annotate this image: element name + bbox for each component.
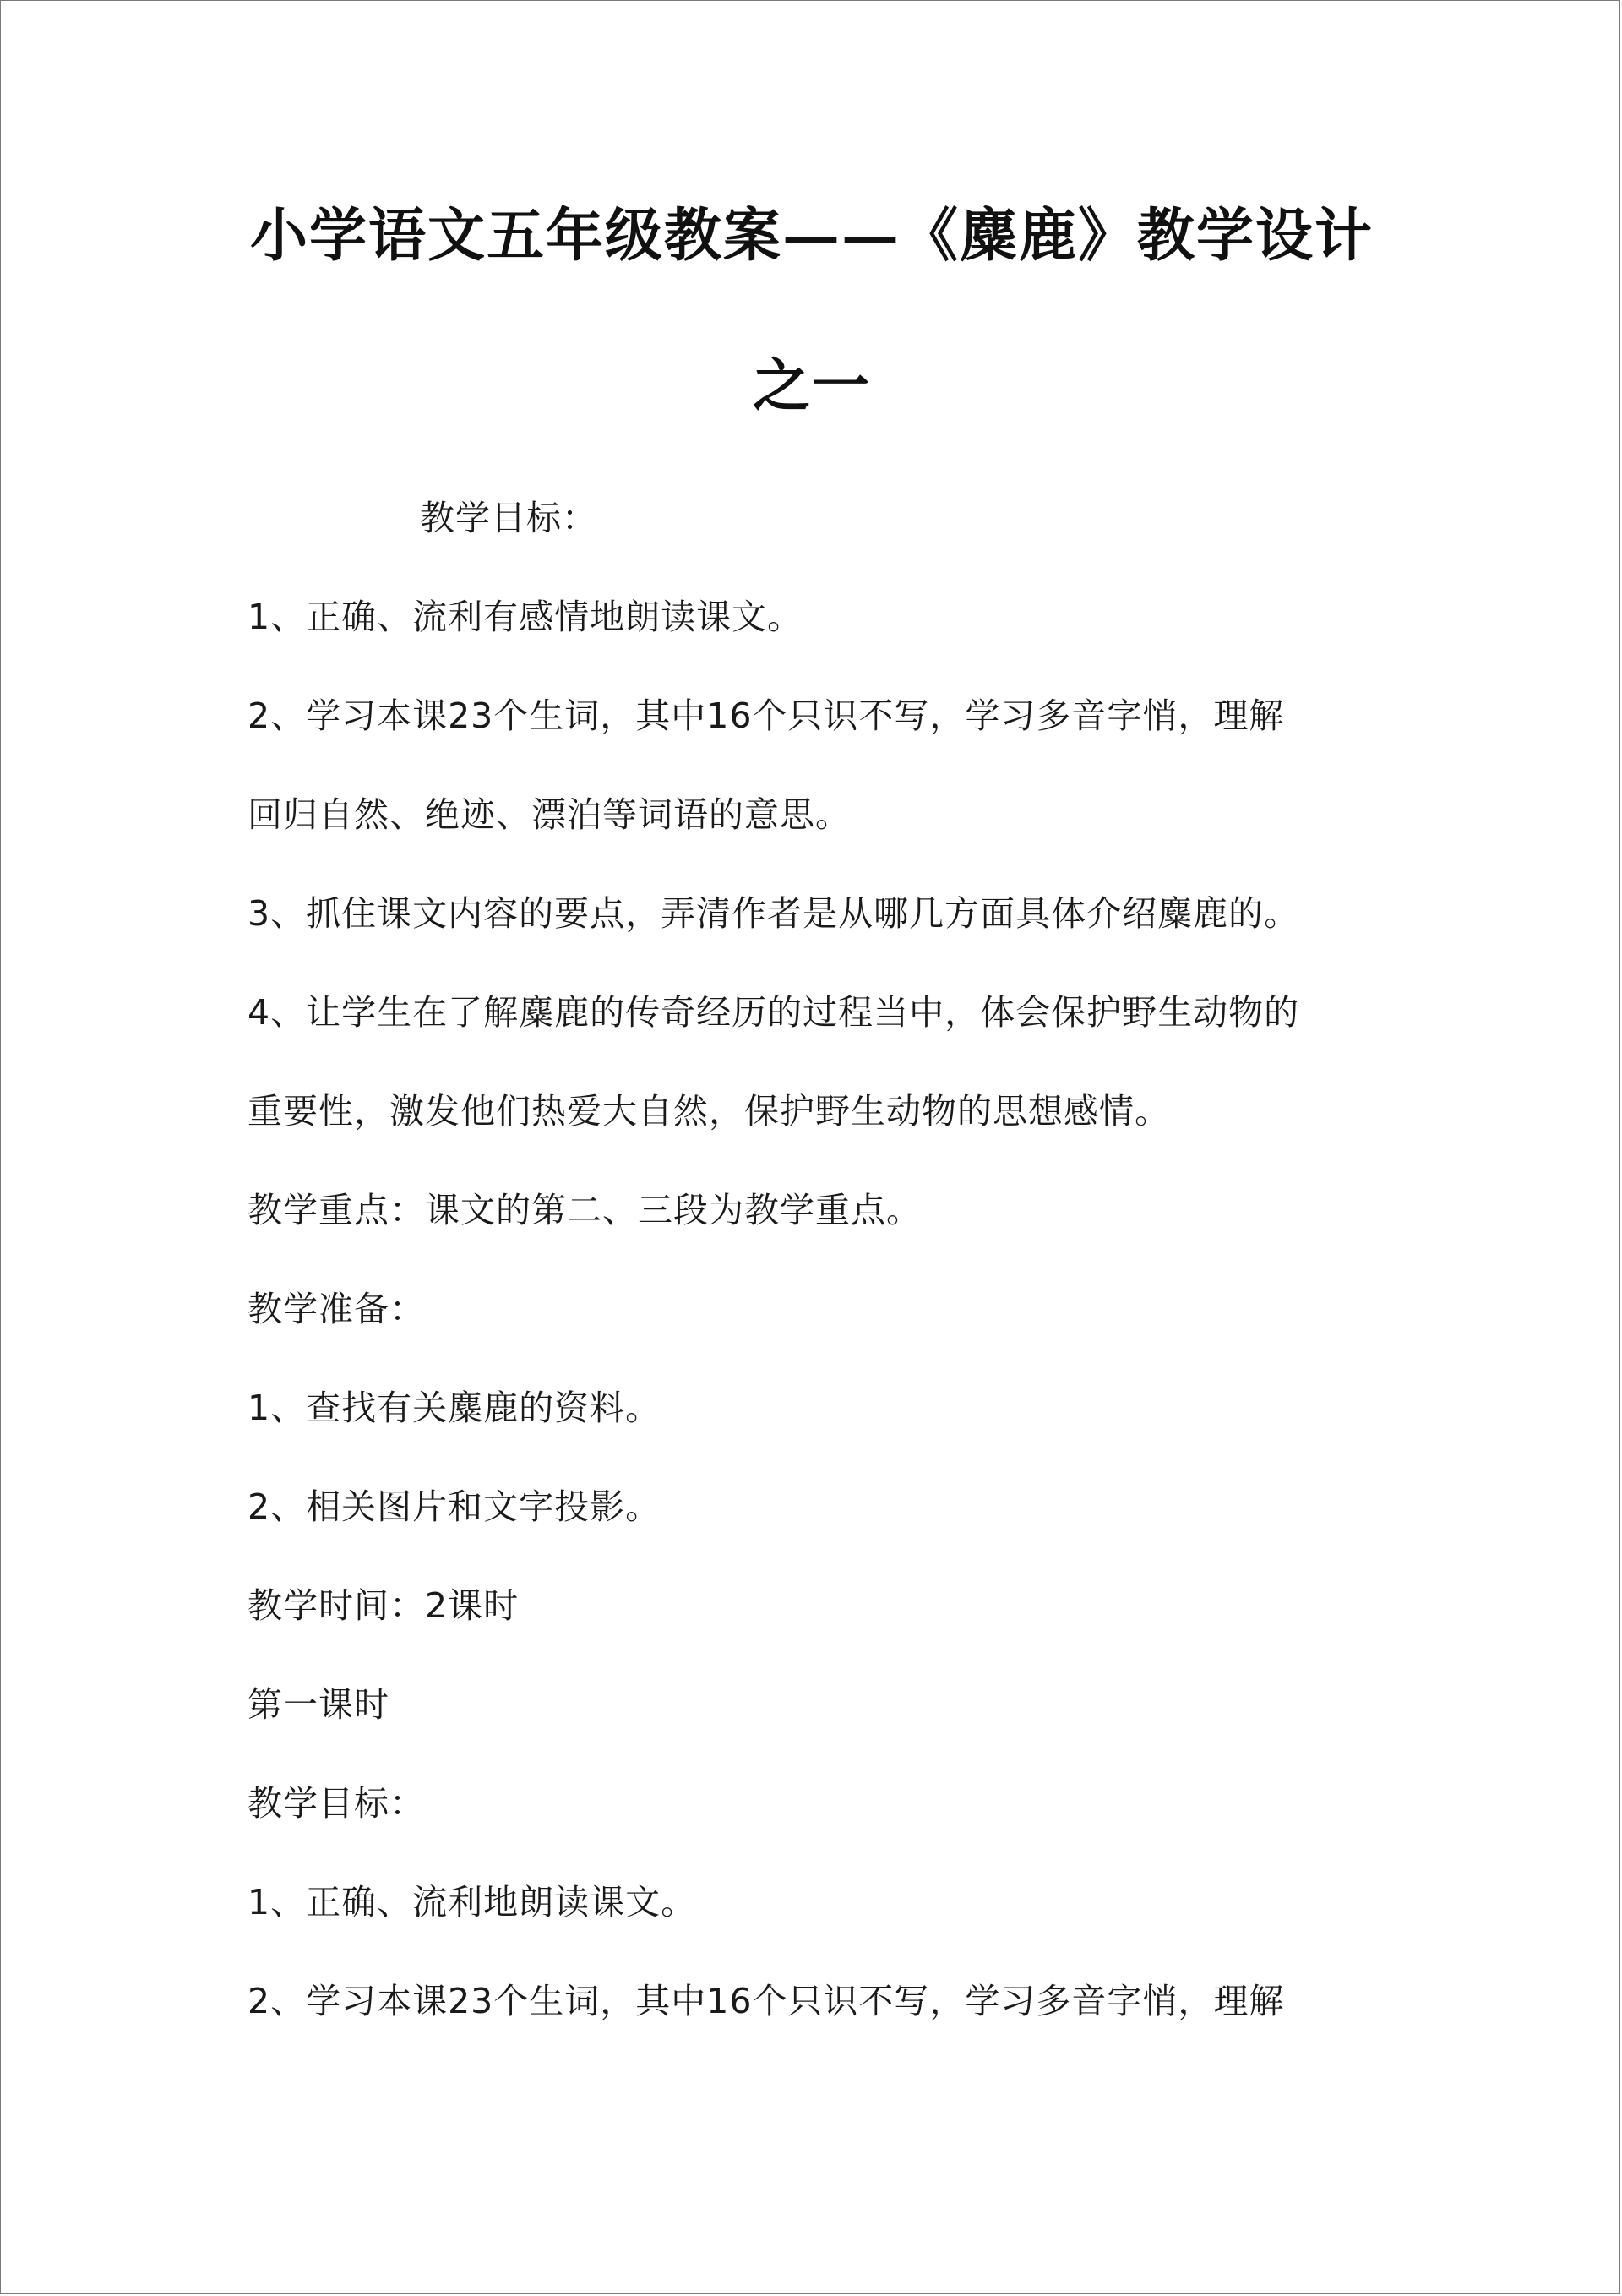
section-heading-objectives: 教学目标： <box>420 498 597 538</box>
text-line: 2、学习本课23个生词，其中16个只识不写，学习多音字悄，理解 <box>248 1981 1285 2021</box>
text-line: 回归自然、绝迹、漂泊等词语的意思。 <box>248 794 851 835</box>
section-heading-objectives: 教学目标： <box>248 1783 425 1824</box>
text-line: 2、学习本课23个生词，其中16个只识不写，学习多音字悄，理解 <box>248 695 1285 736</box>
text-line: 1、查找有关麋鹿的资料。 <box>248 1388 661 1428</box>
section-heading-preparation: 教学准备： <box>248 1289 425 1329</box>
text-line: 重要性，激发他们热爱大自然，保护野生动物的思想感情。 <box>248 1091 1170 1132</box>
text-line: 2、相关图片和文字投影。 <box>248 1486 661 1527</box>
text-line: 1、正确、流利地朗读课文。 <box>248 1882 697 1922</box>
section-heading-key-points: 教学重点：课文的第二、三段为教学重点。 <box>248 1190 922 1230</box>
document-title-continuation: 之一 <box>752 352 871 420</box>
text-line: 1、正确、流利有感情地朗读课文。 <box>248 597 803 637</box>
text-line: 4、让学生在了解麋鹿的传奇经历的过程当中，体会保护野生动物的 <box>248 992 1300 1033</box>
text-line: 3、抓住课文内容的要点，弄清作者是从哪几方面具体介绍麋鹿的。 <box>248 893 1300 934</box>
section-heading-time: 教学时间：2课时 <box>248 1585 520 1626</box>
document-title: 小学语文五年级教案——《麋鹿》教学设计 <box>249 202 1374 270</box>
section-heading-first-lesson: 第一课时 <box>248 1684 389 1725</box>
